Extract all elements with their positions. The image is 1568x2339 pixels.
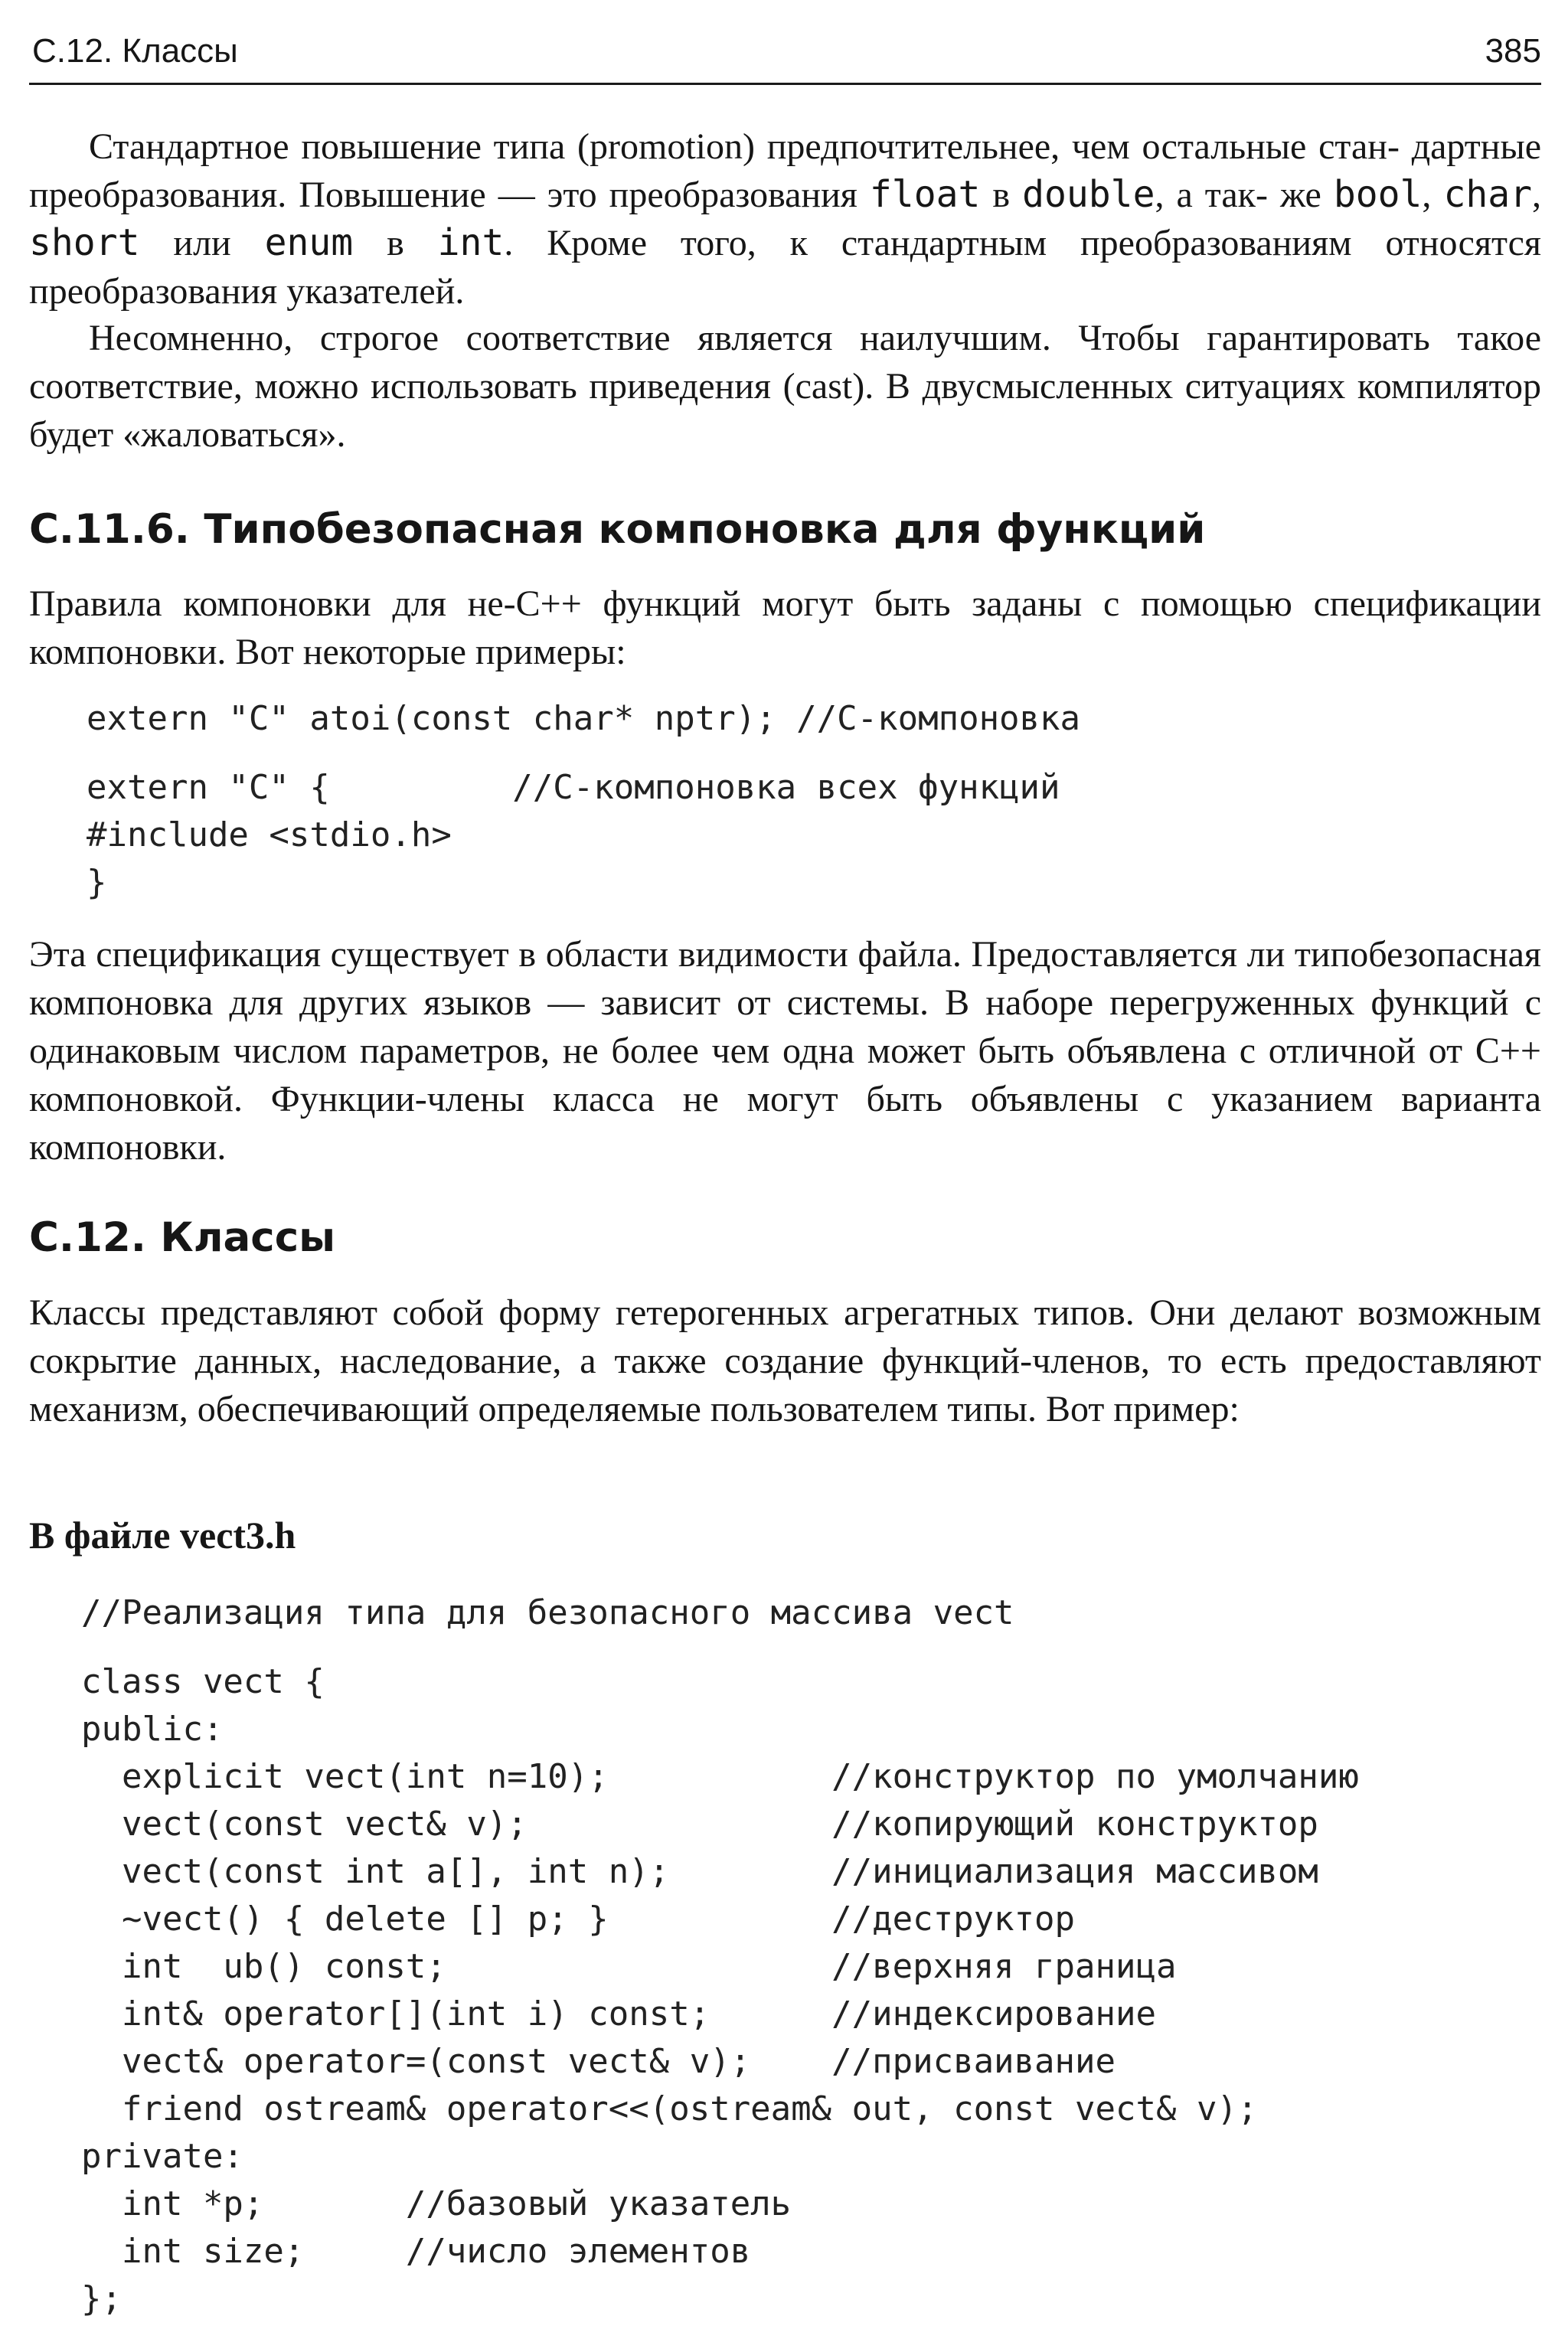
- section-heading-c12: С.12. Классы: [29, 1214, 336, 1261]
- text-run: Стандартное повышение типа (promotion) предпочтительнее, чем остальные стан-: [89, 126, 1400, 167]
- code-inline: bool: [1333, 173, 1423, 216]
- running-head-title: С.12. Классы: [32, 32, 238, 70]
- section-heading-c11-6: С.11.6. Типобезопасная компоновка для функций: [29, 506, 1206, 553]
- text-run: дартные преобразования. Повышение — это преобразования: [29, 126, 1541, 215]
- paragraph-linkage-intro: Правила компоновки для не-С++ функций могут быть заданы с помощью спецификации компоновки. Вот некоторые примеры:: [29, 583, 1541, 672]
- code-inline: int: [437, 221, 505, 264]
- code-block-extern-atoi: extern "C" atoi(const char* nptr); //C-компоновка: [87, 699, 1081, 738]
- code-comment-vect: //Реализация типа для безопасного массива vect: [81, 1593, 1014, 1632]
- paragraph-classes-intro: Классы представляют собой форму гетерогенных агрегатных типов. Они делают возможным сокрытие данных, наследование, а также создание функций-членов, то есть предоставляют механизм, обеспечивающий определяемые пользователем типы. Вот пример:: [29, 1292, 1541, 1429]
- code-inline: double: [1022, 173, 1155, 216]
- text-run: ,: [1532, 175, 1542, 215]
- code-inline: float: [869, 173, 981, 216]
- text-run: в: [980, 175, 1023, 215]
- text-run: или: [139, 223, 265, 263]
- file-heading-vect3: В файле vect3.h: [29, 1514, 296, 1557]
- code-inline: enum: [264, 221, 354, 264]
- page-number: 385: [1485, 32, 1541, 70]
- text-run: , а так-: [1155, 175, 1268, 215]
- text-run: же: [1279, 175, 1334, 215]
- text-run: . Кроме того, к стандартным преобразованиям: [504, 223, 1352, 263]
- running-head: [29, 29, 1541, 85]
- paragraph-linkage-details: Эта спецификация существует в области видимости файла. Предоставляется ли типобезопасная компоновка для других языков — зависит от системы. В наборе перегруженных функций с одинаковым числом параметров, не более чем одна может быть объявлена с отличной от С++ компоновкой. Функции-члены класса не могут быть объявлены с указанием варианта компоновки.: [29, 934, 1541, 1168]
- text-run: в: [353, 223, 438, 263]
- code-block-class-vect: class vect { public: explicit vect(int n=10); //конструктор по умолчанию vect(const vect& v); //копирующий конструктор vect(const int a[], int n); //инициализация массивом ~vect() { delete [] p; } //деструктор int ub() const; //верхняя граница int& operator[](int i) const; //индексирование vect& operator=(const vect& v); //присваивание friend ostream& operator<<(ostream& out, const vect& v); private: int *p; //базовый указатель int size; //число элементов };: [81, 1662, 1359, 2318]
- paragraph-strict-match: Несомненно, строгое соответствие является наилучшим. Чтобы гарантировать такое соответствие, можно использовать приведения (cast). В двусмысленных ситуациях компилятор будет «жаловаться».: [29, 318, 1541, 455]
- text-run: относятся преобразования указателей.: [29, 223, 1541, 312]
- text-run: ,: [1422, 175, 1444, 215]
- paragraph-promotion: [29, 123, 1541, 315]
- code-inline: short: [29, 221, 140, 264]
- code-block-extern-include: extern "C" { //C-компоновка всех функций #include <stdio.h> }: [87, 768, 1060, 902]
- code-inline: char: [1443, 173, 1533, 216]
